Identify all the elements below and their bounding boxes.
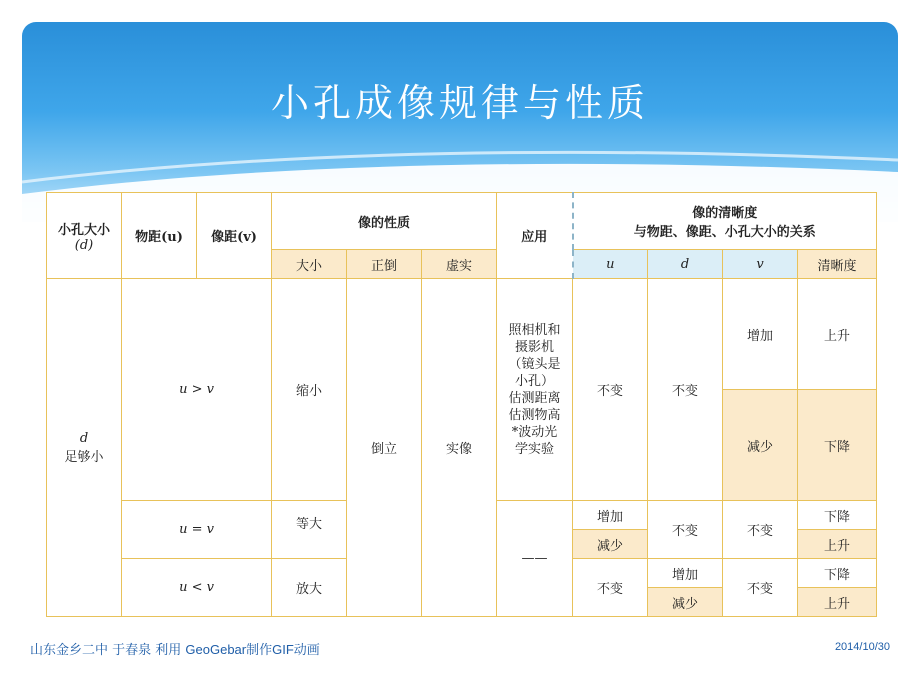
r1-d-cell: 不变 — [648, 279, 723, 501]
pinhole-imaging-table — [46, 192, 877, 617]
header-hole-size — [47, 193, 122, 279]
header-clarity — [573, 193, 877, 250]
r2b-clarity-cell: 上升 — [798, 530, 877, 559]
app-line: （镜头是 — [508, 356, 561, 372]
app-line: 学实验 — [514, 441, 554, 457]
r1a-v-cell: 增加 — [723, 279, 798, 390]
app-line: 小孔） — [514, 373, 554, 389]
r3b-clarity-cell: 上升 — [798, 588, 877, 617]
app-line: 摄影机 — [514, 339, 554, 355]
application-none-mark: —— — [521, 551, 548, 566]
orientation-inverted: 倒立 — [347, 279, 422, 617]
r1b-v-cell: 减少 — [723, 390, 798, 501]
footer-author — [30, 639, 320, 658]
subheader-u: u — [573, 250, 648, 279]
subheader-real-virtual: 虚实 — [422, 250, 497, 279]
r1a-clarity-cell: 上升 — [798, 279, 877, 390]
condition-u-gt-v: u > v — [122, 279, 272, 501]
r1-u-cell: 不变 — [573, 279, 648, 501]
condition-u-lt-v: u < v — [122, 559, 272, 617]
footer-animation: 动画 — [293, 643, 320, 658]
header-clarity-line1: 像的清晰度 — [692, 206, 758, 221]
footer-made-with: 制作 — [246, 643, 273, 658]
app-line: *波动光 — [511, 424, 558, 440]
r2-d-cell: 不变 — [648, 501, 723, 559]
footer-author-text: 山东金乡二中 于春泉 利用 — [30, 643, 186, 658]
r3-v-cell: 不变 — [723, 559, 798, 617]
header-image-properties: 像的性质 — [272, 193, 497, 250]
subheader-d: d — [648, 250, 723, 279]
header-hole-size-label: 小孔大小 — [57, 222, 110, 238]
app-line: 估测物高 — [508, 407, 561, 423]
header-image-distance: 像距(v) — [197, 193, 272, 279]
footer-date: 2014/10/30 — [834, 641, 890, 653]
r3b-d-cell: 减少 — [648, 588, 723, 617]
app-line: 照相机和 — [508, 322, 561, 338]
header-application: 应用 — [497, 193, 573, 279]
r3-u-cell: 不变 — [573, 559, 648, 617]
header-hole-size-var: (d) — [74, 237, 94, 253]
subheader-size: 大小 — [272, 250, 347, 279]
r3a-clarity-cell: 下降 — [798, 559, 877, 588]
size-equal: 等大 — [272, 501, 347, 559]
r2-v-cell: 不变 — [723, 501, 798, 559]
header-clarity-line2: 与物距、像距、小孔大小的关系 — [633, 225, 816, 240]
hole-size-cell — [47, 279, 122, 617]
size-reduced: 缩小 — [272, 279, 347, 501]
r1b-clarity-cell: 下降 — [798, 390, 877, 501]
r3a-d-cell: 增加 — [648, 559, 723, 588]
header-object-distance: 物距(u) — [122, 193, 197, 279]
r2a-u-cell: 增加 — [573, 501, 648, 530]
footer-format: GIF — [272, 642, 294, 657]
size-enlarged: 放大 — [272, 559, 347, 617]
application-none — [497, 501, 573, 617]
subheader-v: v — [723, 250, 798, 279]
condition-u-eq-v: u = v — [122, 501, 272, 559]
hole-size-desc: 足够小 — [64, 449, 104, 465]
r2b-u-cell: 减少 — [573, 530, 648, 559]
slide-title: 小孔成像规律与性质 — [270, 81, 649, 125]
application-list — [497, 279, 573, 501]
footer-software-name: GeoGebar — [185, 642, 247, 657]
hole-size-var: d — [79, 430, 89, 446]
subheader-orientation: 正倒 — [347, 250, 422, 279]
app-line: 估测距离 — [508, 390, 561, 406]
r2a-clarity-cell: 下降 — [798, 501, 877, 530]
real-image: 实像 — [422, 279, 497, 617]
subheader-clarity: 清晰度 — [798, 250, 877, 279]
